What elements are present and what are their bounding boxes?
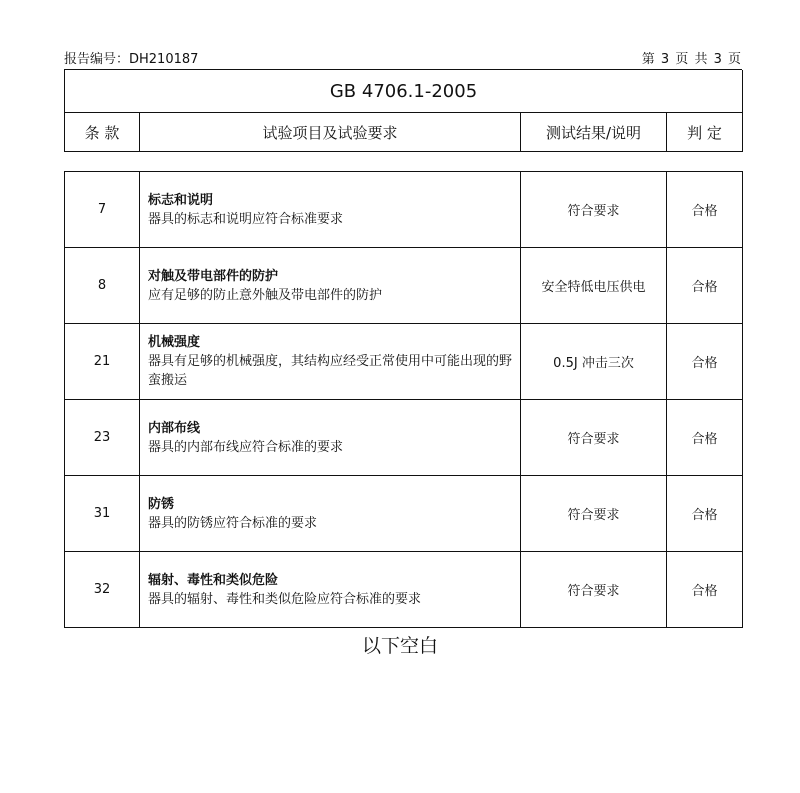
table-row (65, 248, 743, 324)
report-header (64, 51, 742, 69)
column-result: 测试结果/说明 (521, 113, 667, 152)
table-row (65, 400, 743, 476)
test-result: 符合要求 (521, 172, 667, 248)
test-item (140, 172, 521, 248)
item-title: 辐射、毒性和类似危险 (148, 572, 279, 588)
standard-header-table (64, 70, 743, 152)
test-item (140, 324, 521, 400)
item-requirement: 器具的标志和说明应符合标准要求 (148, 211, 344, 227)
table-row (65, 324, 743, 400)
clause-number: 32 (65, 552, 140, 628)
item-title: 机械强度 (148, 335, 201, 350)
item-requirement: 器具的辐射、毒性和类似危险应符合标准的要求 (148, 591, 422, 607)
item-requirement: 器具的防锈应符合标准的要求 (148, 515, 318, 531)
column-item: 试验项目及试验要求 (140, 113, 521, 152)
column-verdict: 判 定 (667, 113, 743, 152)
clause-number: 23 (65, 400, 140, 476)
clause-number: 8 (65, 248, 140, 324)
table-row (65, 552, 743, 628)
test-result: 0.5J 冲击三次 (521, 324, 667, 400)
test-item (140, 400, 521, 476)
test-result: 安全特低电压供电 (521, 248, 667, 324)
table-row (65, 172, 743, 248)
verdict: 合格 (667, 552, 743, 628)
report-number: 报告编号：DH210187 (64, 52, 199, 67)
item-requirement: 器具有足够的机械强度，其结构应经受正常使用中可能出现的野蛮搬运 (148, 354, 513, 388)
test-result: 符合要求 (521, 400, 667, 476)
verdict: 合格 (667, 400, 743, 476)
clause-number: 21 (65, 324, 140, 400)
verdict: 合格 (667, 476, 743, 552)
test-results-table (64, 171, 743, 628)
verdict: 合格 (667, 324, 743, 400)
clause-number: 7 (65, 172, 140, 248)
test-result: 符合要求 (521, 552, 667, 628)
test-item (140, 476, 521, 552)
page-info: 第 3 页 共 3 页 (641, 52, 742, 67)
item-title: 对触及带电部件的防护 (148, 268, 279, 284)
clause-number: 31 (65, 476, 140, 552)
blank-below-note: 以下空白 (361, 635, 438, 657)
item-title: 防锈 (148, 496, 175, 512)
item-requirement: 应有足够的防止意外触及带电部件的防护 (148, 287, 383, 303)
test-item (140, 552, 521, 628)
test-item (140, 248, 521, 324)
verdict: 合格 (667, 248, 743, 324)
verdict: 合格 (667, 172, 743, 248)
table-row (65, 476, 743, 552)
test-result: 符合要求 (521, 476, 667, 552)
item-title: 标志和说明 (148, 192, 214, 208)
item-requirement: 器具的内部布线应符合标准的要求 (148, 439, 344, 455)
column-clause: 条 款 (65, 113, 140, 152)
standard-title: GB 4706.1-2005 (65, 70, 743, 113)
item-title: 内部布线 (148, 420, 201, 436)
